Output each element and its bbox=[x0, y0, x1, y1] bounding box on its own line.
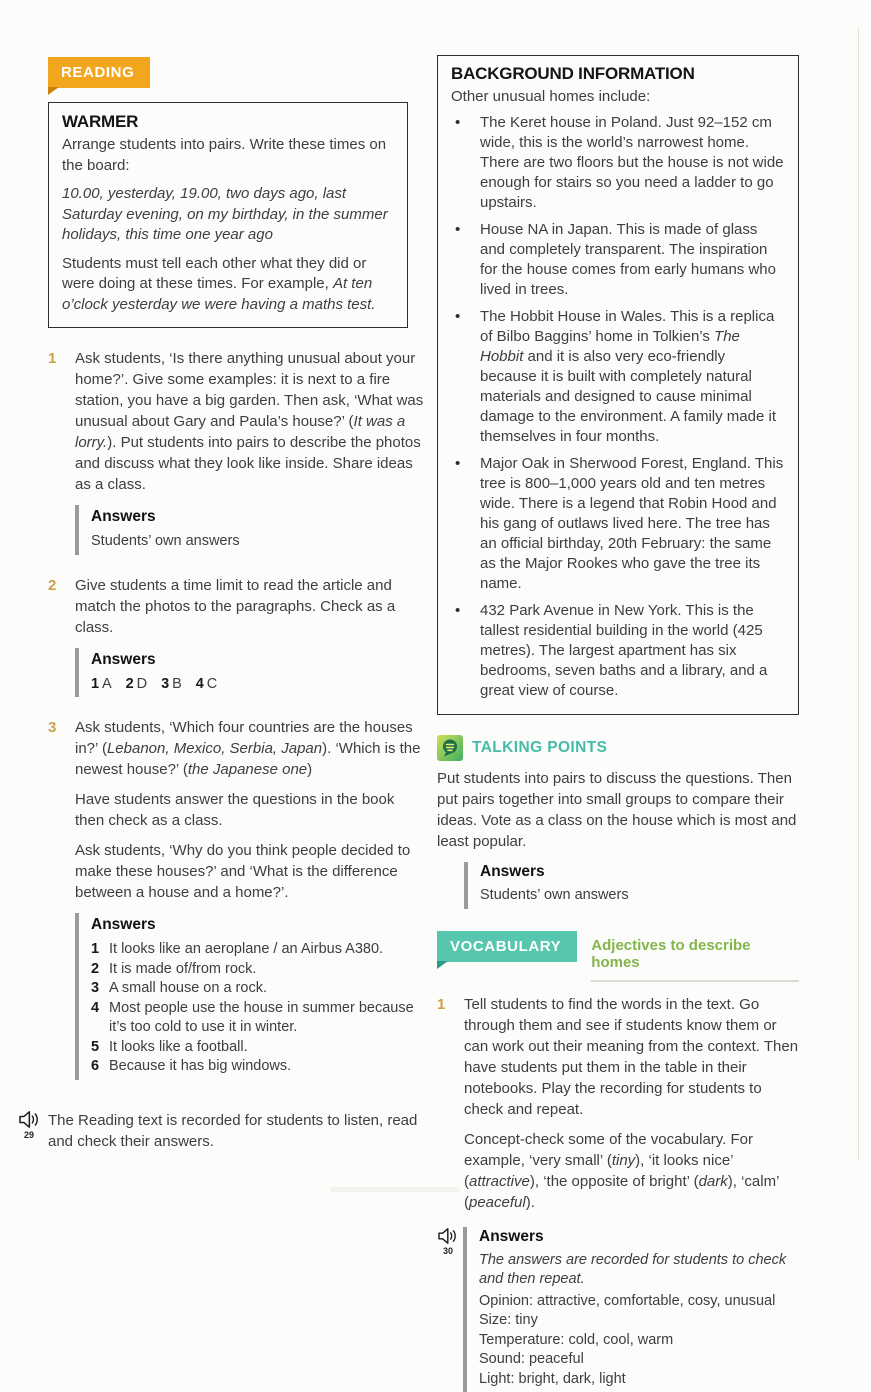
talking-points-title: TALKING POINTS bbox=[472, 739, 607, 757]
bullet-item: • The Keret house in Poland. Just 92–152 cm wide, this is the world’s narrowest home. There are two floors but the house is not wide enough for stairs so you need a ladder to go upstairs. bbox=[451, 113, 785, 213]
answers-box bbox=[75, 913, 424, 1080]
speaker-icon bbox=[18, 1111, 39, 1128]
step-number: 3 bbox=[48, 717, 75, 1094]
answers-body: Students’ own answers bbox=[91, 532, 424, 552]
answers-title: Answers bbox=[91, 506, 424, 527]
step-paragraph: Tell students to find the words in the text. Go through them and see if students know them or can work out their meaning from the context. Then have students put them in the table in their notebooks. Play the recording for students to check and repeat. bbox=[464, 994, 799, 1120]
warmer-box bbox=[48, 102, 408, 328]
speech-bubble-icon bbox=[437, 735, 463, 761]
right-column bbox=[437, 55, 799, 1392]
scan-page-edge bbox=[858, 28, 859, 1160]
answers-title: Answers bbox=[91, 649, 424, 670]
step-paragraph: Have students answer the questions in the book then check as a class. bbox=[75, 789, 424, 831]
answers-box bbox=[75, 648, 424, 698]
step-paragraph: Concept-check some of the vocabulary. For example, ‘very small’ (tiny), ‘it looks nice’ (attractive), ‘the opposite of bright’ (dark), ‘calm’ (peaceful). bbox=[464, 1129, 799, 1213]
talking-points-header bbox=[437, 735, 799, 761]
vocabulary-answer-line: Light: bright, dark, light bbox=[479, 1370, 799, 1390]
answers-box bbox=[75, 505, 424, 555]
left-column bbox=[48, 57, 424, 1152]
answer-key-pair: 2 D bbox=[126, 675, 147, 695]
audio-track-29-row bbox=[18, 1110, 424, 1152]
step-number: 2 bbox=[48, 575, 75, 712]
audio-track-number: 29 bbox=[24, 1130, 48, 1140]
vocabulary-step-1 bbox=[437, 994, 799, 1213]
step-3 bbox=[48, 717, 424, 1094]
vocabulary-header-row bbox=[437, 931, 799, 982]
vocabulary-answer-line: Opinion: attractive, comfortable, cosy, unusual bbox=[479, 1292, 799, 1312]
answers-list-item: 4 Most people use the house in summer because it’s too cold to use it in winter. bbox=[91, 999, 424, 1038]
bullet-item: • House NA in Japan. This is made of glass and completely transparent. The inspiration for the house comes from early humans who lived in trees. bbox=[451, 220, 785, 300]
background-information-box bbox=[437, 55, 799, 715]
answers-list-item: 5 It looks like a football. bbox=[91, 1038, 424, 1058]
step-number: 1 bbox=[48, 348, 75, 569]
warmer-paragraph: Arrange students into pairs. Write these times on the board: bbox=[62, 135, 394, 176]
audio-note-text: The Reading text is recorded for students to listen, read and check their answers. bbox=[48, 1110, 424, 1152]
bullet-item: • Major Oak in Sherwood Forest, England. This tree is 800–1,000 years old and ten metres wide. There is a legend that Robin Hood and his gang of outlaws lived here. The tree has an official birthday, 20th February: the same as the Major Rookes who gave the tree its name. bbox=[451, 454, 785, 594]
reading-section-banner: READING bbox=[48, 57, 150, 88]
background-information-bullets bbox=[451, 113, 785, 701]
answer-key-pair: 4 C bbox=[196, 675, 217, 695]
answers-box bbox=[463, 1227, 799, 1392]
answers-list-item: 6 Because it has big windows. bbox=[91, 1057, 424, 1077]
answers-list-item: 1 It looks like an aeroplane / an Airbus A380. bbox=[91, 940, 424, 960]
answer-key bbox=[91, 675, 424, 695]
warmer-times-list: 10.00, yesterday, 19.00, two days ago, last Saturday evening, on my birthday, in the summer holidays, this time one year ago bbox=[62, 184, 394, 246]
background-information-title: BACKGROUND INFORMATION bbox=[451, 64, 785, 84]
step-paragraph: Ask students, ‘Which four countries are the houses in?’ (Lebanon, Mexico, Serbia, Japan). ‘Which is the newest house?’ (the Japanese one) bbox=[75, 717, 424, 780]
answers-list-item: 3 A small house on a rock. bbox=[91, 979, 424, 999]
bullet-item: • 432 Park Avenue in New York. This is the tallest residential building in the world (425 metres). The largest apartment has six bedrooms, seven baths and a library, and a great view of course. bbox=[451, 601, 785, 701]
audio-track-30-answers bbox=[437, 1227, 799, 1392]
answers-list bbox=[91, 940, 424, 1077]
vocabulary-answer-line: Temperature: cold, cool, warm bbox=[479, 1331, 799, 1351]
vocabulary-answer-line: Sound: peaceful bbox=[479, 1350, 799, 1370]
step-body bbox=[464, 994, 799, 1213]
step-1 bbox=[48, 348, 424, 569]
answers-title: Answers bbox=[479, 1228, 799, 1246]
vocabulary-answer-lines bbox=[479, 1292, 799, 1390]
step-body bbox=[75, 575, 424, 712]
answers-box bbox=[464, 862, 799, 909]
talking-points-text: Put students into pairs to discuss the questions. Then put pairs together into small groups to compare their ideas. Vote as a class on the house which is most and least popular. bbox=[437, 768, 799, 852]
step-body bbox=[75, 717, 424, 1094]
answer-key-pair: 3 B bbox=[161, 675, 182, 695]
answer-key-pair: 1 A bbox=[91, 675, 112, 695]
vocabulary-answer-line: Size: tiny bbox=[479, 1311, 799, 1331]
step-paragraph: Ask students, ‘Is there anything unusual about your home?’. Give some examples: it is next to a fire station, you have a big garden. Then ask, ‘What was unusual about Gary and Paula’s house?’ (It was a lorry.). Put students into pairs to describe the photos and discuss what they look like inside. Share ideas as a class. bbox=[75, 348, 424, 495]
answers-title: Answers bbox=[480, 863, 799, 881]
audio-icon-wrap bbox=[437, 1227, 463, 1392]
answers-note-italic: The answers are recorded for students to check and then repeat. bbox=[479, 1251, 799, 1290]
bullet-item: • The Hobbit House in Wales. This is a replica of Bilbo Baggins’ home in Tolkien’s The Hobbit and it is also very eco-friendly because it is built with completely natural materials and designed to cause minimal damage to the environment. A family made it themselves in four months. bbox=[451, 307, 785, 447]
step-body bbox=[75, 348, 424, 569]
vocabulary-section-banner: VOCABULARY bbox=[437, 931, 577, 962]
answers-title: Answers bbox=[91, 914, 424, 935]
audio-icon-wrap bbox=[18, 1110, 48, 1152]
vocabulary-subtitle: Adjectives to describe homes bbox=[591, 931, 799, 982]
speaker-icon bbox=[437, 1228, 457, 1244]
warmer-paragraph: Students must tell each other what they did or were doing at these times. For example, At ten o’clock yesterday we were having a maths test. bbox=[62, 254, 394, 316]
step-number: 1 bbox=[437, 994, 464, 1213]
audio-track-number: 30 bbox=[443, 1246, 463, 1256]
step-paragraph: Ask students, ‘Why do you think people decided to make these houses?’ and ‘What is the difference between a house and a home?’. bbox=[75, 840, 424, 903]
background-information-intro: Other unusual homes include: bbox=[451, 87, 785, 107]
answers-body: Students’ own answers bbox=[480, 886, 799, 906]
talking-points-section bbox=[437, 735, 799, 909]
step-paragraph: Give students a time limit to read the article and match the photos to the paragraphs. Check as a class. bbox=[75, 575, 424, 638]
step-2 bbox=[48, 575, 424, 712]
warmer-title: WARMER bbox=[62, 112, 394, 132]
answers-list-item: 2 It is made of/from rock. bbox=[91, 960, 424, 980]
